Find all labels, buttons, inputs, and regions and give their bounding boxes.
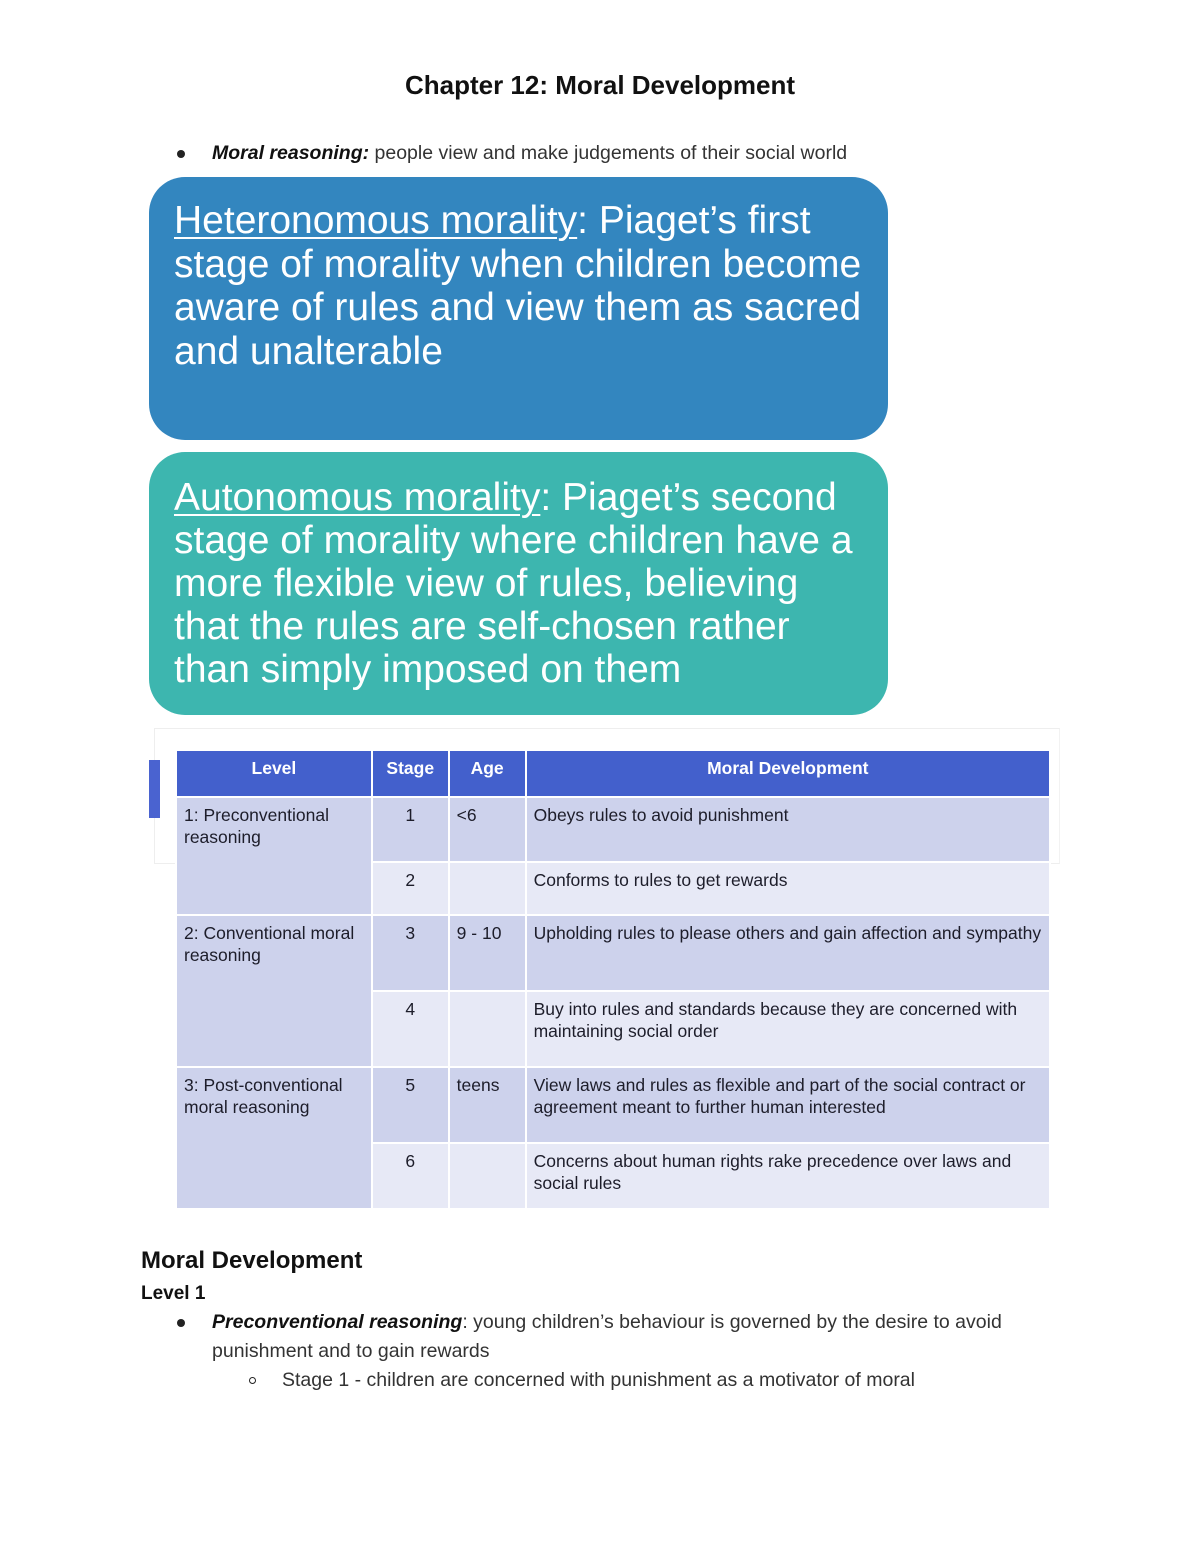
level-cell: 2: Conventional moral reasoning: [176, 915, 372, 1067]
header-moral-development: Moral Development: [526, 750, 1050, 797]
age-cell: [449, 1143, 526, 1209]
level-cell: 3: Post-conventional moral reasoning: [176, 1067, 372, 1209]
table-row: [176, 915, 1050, 991]
development-cell: Buy into rules and standards because they are concerned with maintaining social order: [526, 991, 1050, 1067]
stage-cell: 1: [372, 797, 449, 862]
heteronomous-morality-box: [149, 177, 888, 440]
intro-bullet: [212, 139, 847, 168]
stage-cell: 2: [372, 862, 449, 915]
heteronomous-term: Heteronomous morality: [174, 199, 578, 242]
stage1-sub-bullet: [282, 1366, 915, 1395]
autonomous-term: Autonomous morality: [174, 476, 541, 519]
stage-cell: 6: [372, 1143, 449, 1209]
moral-stages-table: [175, 749, 1051, 1210]
preconventional-term: Preconventional reasoning: [212, 1311, 463, 1333]
page-title: Chapter 12: Moral Development: [404, 70, 796, 100]
stage1-text: Stage 1 - children are concerned with punishment as a motivator of moral: [282, 1369, 915, 1391]
development-cell: Conforms to rules to get rewards: [526, 862, 1050, 915]
development-cell: Upholding rules to please others and gain affection and sympathy: [526, 915, 1050, 991]
header-level: Level: [176, 750, 372, 797]
age-cell: 9 - 10: [449, 915, 526, 991]
stage-cell: 5: [372, 1067, 449, 1143]
heteronomous-text: : Piaget’s first stage of morality when children become aware of rules and view them as sacred and unalterable: [174, 199, 862, 373]
bullet-icon: [177, 150, 185, 158]
development-cell: Obeys rules to avoid punishment: [526, 797, 1050, 862]
age-cell: teens: [449, 1067, 526, 1143]
stage-cell: 4: [372, 991, 449, 1067]
header-stage: Stage: [372, 750, 449, 797]
header-age: Age: [449, 750, 526, 797]
level-cell: 1: Preconventional reasoning: [176, 797, 372, 915]
table-row: [176, 797, 1050, 862]
sub-bullet-icon: [249, 1377, 256, 1384]
autonomous-text: : Piaget’s second stage of morality where children have a more flexible view of rules, believing that the rules are self-chosen rather than simply imposed on them: [174, 476, 853, 691]
preconventional-bullet: [212, 1308, 1042, 1366]
table-row: [176, 1067, 1050, 1143]
table-header-row: [176, 750, 1050, 797]
stage-cell: 3: [372, 915, 449, 991]
age-cell: [449, 862, 526, 915]
age-cell: [449, 991, 526, 1067]
section-subheading: Level 1: [141, 1283, 206, 1304]
development-cell: Concerns about human rights rake precedence over laws and social rules: [526, 1143, 1050, 1209]
table-image-edge: [149, 760, 160, 818]
development-cell: View laws and rules as flexible and part of the social contract or agreement meant to further human interested: [526, 1067, 1050, 1143]
age-cell: <6: [449, 797, 526, 862]
intro-term: Moral reasoning:: [212, 142, 370, 164]
autonomous-morality-box: [149, 452, 888, 715]
preconventional-text: : young children’s behaviour is governed by the desire to avoid punishment and to gain rewards: [212, 1311, 1002, 1362]
bullet-icon: [177, 1319, 185, 1327]
intro-text: people view and make judgements of their social world: [369, 142, 848, 164]
section-heading: Moral Development: [141, 1247, 363, 1274]
